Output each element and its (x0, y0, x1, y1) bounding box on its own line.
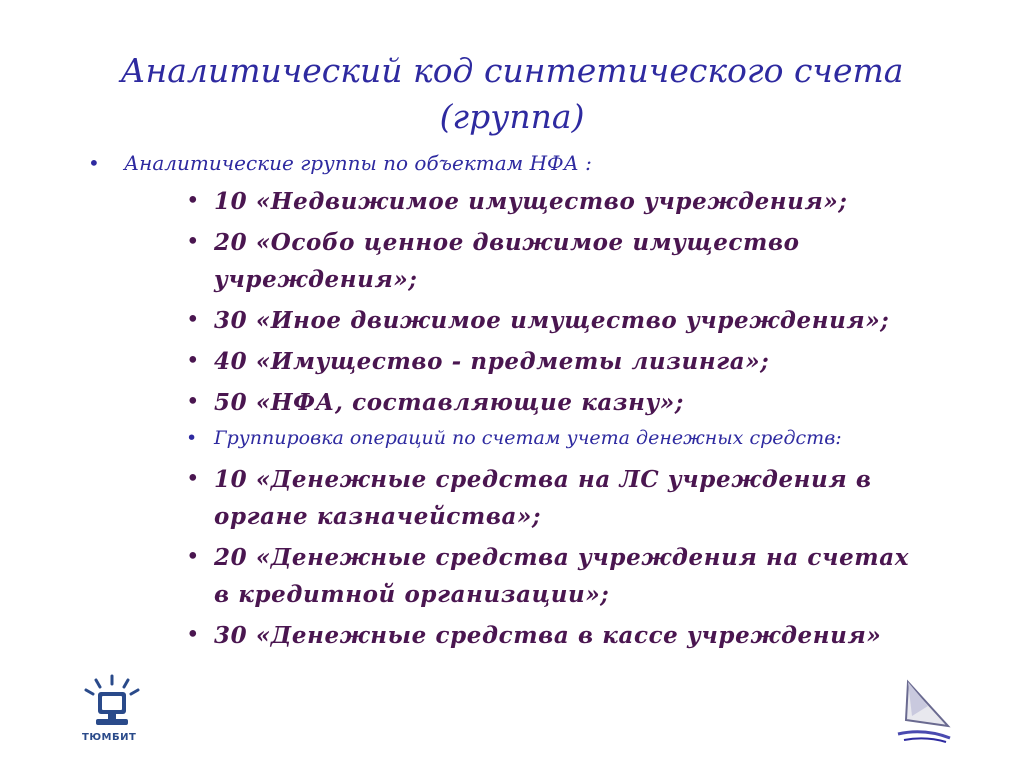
list-item-text: 20 «Особо ценное движимое имущество учреждения»; (214, 229, 800, 293)
item-list (186, 183, 926, 658)
bullet: • (186, 466, 201, 492)
list-item (186, 617, 926, 654)
list-item (186, 343, 926, 380)
list-item-note (186, 425, 926, 451)
sail-logo (888, 676, 960, 748)
bullet: • (186, 229, 201, 255)
list-item (186, 302, 926, 339)
list-item (186, 539, 926, 613)
list-item (186, 384, 926, 421)
tyumbit-logo (78, 672, 148, 748)
slide-title-line1: Аналитический код синтетического счета (120, 51, 904, 90)
list-item (186, 183, 926, 220)
list-item-text: 30 «Иное движимое имущество учреждения»; (214, 307, 890, 334)
computer-logo-icon (78, 672, 148, 732)
bullet: • (186, 544, 201, 570)
slide-title (0, 48, 1024, 140)
logo-caption: ТЮМБИТ (82, 732, 137, 743)
list-item-text: 50 «НФА, составляющие казну»; (214, 389, 684, 416)
list-item-text: 20 «Денежные средства учреждения на счетах в кредитной организации»; (214, 544, 910, 608)
bullet: • (186, 307, 201, 333)
bullet: • (186, 622, 201, 648)
list-item-text: 10 «Денежные средства на ЛС учреждения в органе казначейства»; (214, 466, 872, 530)
bullet: • (186, 348, 201, 374)
list-item (186, 224, 926, 298)
list-item-text: 40 «Имущество - предметы лизинга»; (214, 348, 770, 375)
list-item-text: 10 «Недвижимое имущество учреждения»; (214, 188, 848, 215)
bullet: • (186, 427, 198, 449)
bullet: • (88, 151, 100, 175)
sail-logo-icon (888, 676, 960, 748)
bullet: • (186, 188, 201, 214)
subtitle: Аналитические группы по объектам НФА : (124, 151, 592, 175)
list-item-text: 30 «Денежные средства в кассе учреждения» (214, 622, 882, 649)
slide-title-line2: (группа) (439, 97, 585, 136)
bullet: • (186, 389, 201, 415)
list-item-text: Группировка операций по счетам учета денежных средств: (214, 427, 842, 449)
list-item (186, 461, 926, 535)
